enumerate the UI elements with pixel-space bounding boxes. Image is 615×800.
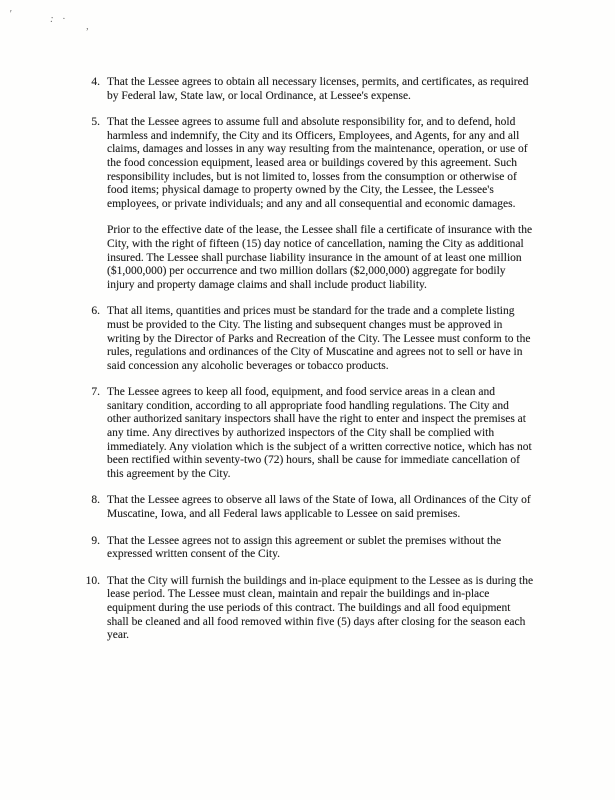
pen-mark: ' xyxy=(9,8,12,20)
pen-mark: : · xyxy=(50,13,69,25)
list-item xyxy=(79,76,534,103)
list-item-number: 6. xyxy=(91,305,100,318)
list-item-text: That the City will furnish the buildings and in-place equipment to the Lessee as is during the lease period. The Lessee must clean, maintain and repair the buildings and in-place equipment during the use periods of this contract. The buildings and all food equipment shall be cleaned and all food removed within five (5) days after closing for the season each year. xyxy=(107,574,534,642)
list-item-number: 8. xyxy=(91,494,100,507)
list-item-number: 4. xyxy=(91,76,100,88)
pen-mark: , xyxy=(86,20,89,32)
list-item-number: 7. xyxy=(91,386,100,399)
list-item-text: That the Lessee agrees to observe all laws of the State of Iowa, all Ordinances of the City of Muscatine, Iowa, and all Federal laws applicable to Lessee on said premises. xyxy=(107,494,531,521)
list-item-text: The Lessee agrees to keep all food, equipment, and food service areas in a clean and sanitary condition, according to all appropriate food handling regulations. The City and other authorized sanitary inspectors shall have the right to enter and inspect the premises at any time. Any directives by authorized inspectors of the City shall be complied with immediately. Any violation which is the subject of a written corrective notice, which has not been rectified within seventy-two (72) hours, shall be cause for immediate cancellation of this agreement by the City. xyxy=(107,386,532,480)
list-item xyxy=(79,494,534,521)
list-item xyxy=(79,386,534,481)
list-item xyxy=(79,116,534,211)
list-item-number: 9. xyxy=(91,534,100,547)
list-item-text: That the Lessee agrees to obtain all necessary licenses, permits, and certificates, as required by Federal law, State law, or local Ordinance, at Lessee's expense. xyxy=(107,76,529,102)
list-item xyxy=(79,535,534,562)
list-item-text: That the Lessee agrees to assume full and absolute responsibility for, and to defend, hold harmless and indemnify, the City and its Officers, Employees, and Agents, for any and all claims, damages and losses in any way resulting from the maintenance, operation, or use of the food concession equipment, leased area or buildings covered by this agreement. Such responsibility includes, but is not limited to, losses from the consumption or otherwise of food items; physical damage to property owned by the City, the Lessee, the Lessee's employees, or private individuals; and any and all consequential and economic damages. xyxy=(107,116,528,210)
list-item-text: Prior to the effective date of the lease, the Lessee shall file a certificate of insurance with the City, with the right of fifteen (15) day notice of cancellation, naming the City as additional insured. The Lessee shall purchase liability insurance in the amount of at least one million ($1,000,000) per occurrence and two million dollars ($2,000,000) aggregate for bodily injury and property damage claims and shall include product liability. xyxy=(107,224,533,291)
list-item xyxy=(79,305,534,373)
list-item xyxy=(79,575,534,643)
list-item-number: 10. xyxy=(85,574,100,587)
document-body xyxy=(79,76,534,656)
list-item-text: That the Lessee agrees not to assign this agreement or sublet the premises without the expressed written consent of the City. xyxy=(107,534,502,561)
list-item-number xyxy=(79,224,107,292)
list-item-number: 5. xyxy=(91,116,100,129)
list-item-text: That all items, quantities and prices must be standard for the trade and a complete listing must be provided to the City. The listing and subsequent changes must be approved in writing by the Director of Parks and Recreation of the City. The Lessee must conform to the rules, regulations and ordinances of the City of Muscatine and agrees not to sell or have in said concession any alcoholic beverages or tobacco products. xyxy=(107,305,531,372)
continuation-paragraph xyxy=(79,224,534,292)
